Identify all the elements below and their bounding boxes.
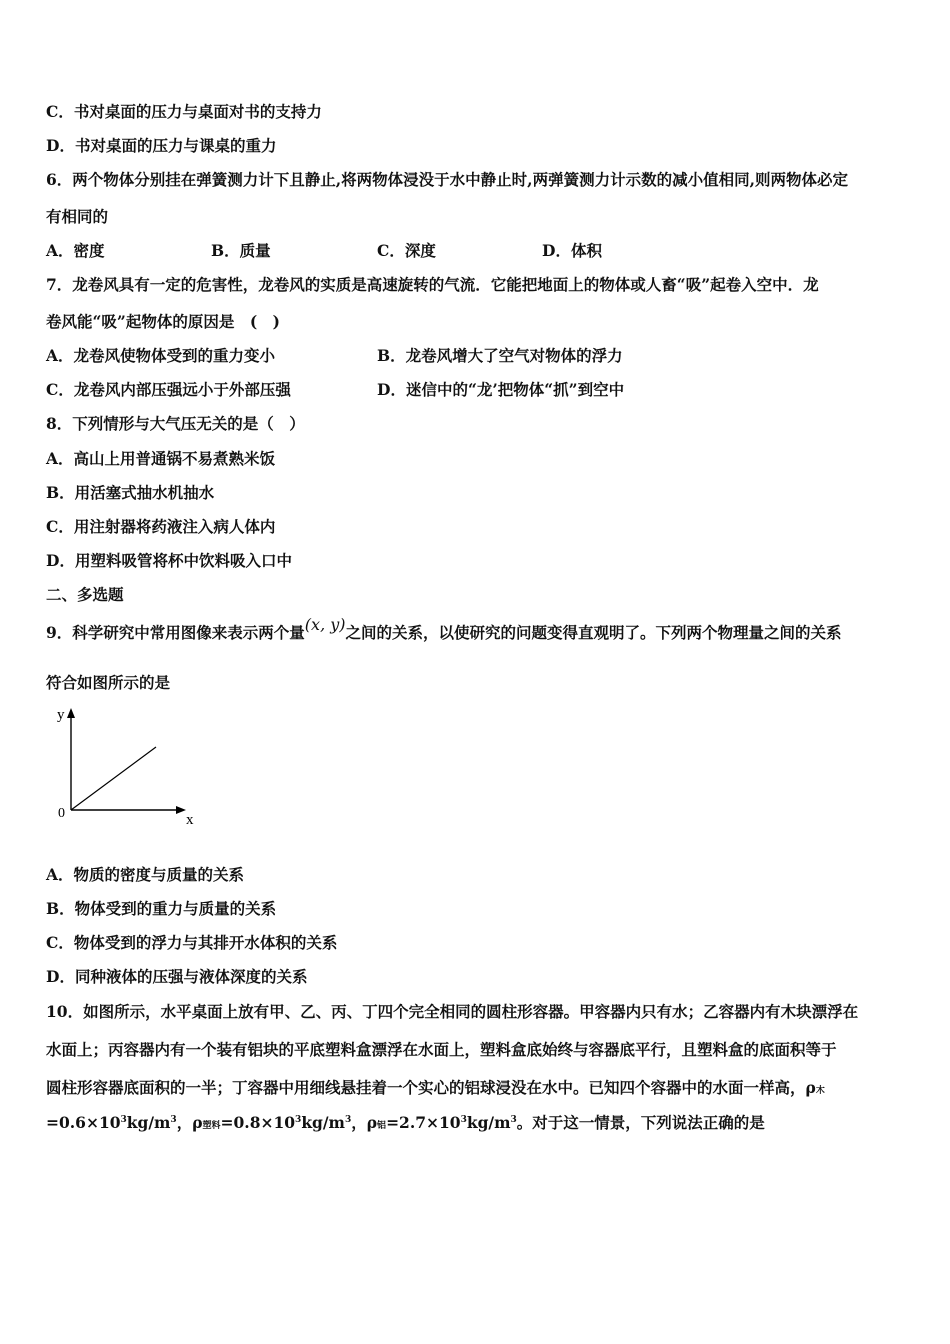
plastic-density-value: =0.8×10 [220,1113,296,1132]
q7-option-b: B．龙卷风增大了空气对物体的浮力 [377,346,623,365]
q9-option-b: B．物体受到的重力与质量的关系 [46,899,277,918]
exp-3: 3 [510,1114,517,1125]
x-axis-label: x [186,812,194,828]
q9-option-d: D．同种液体的压强与液体深度的关系 [46,967,308,986]
wood-subscript: 木 [815,1086,825,1096]
y-axis-arrow-icon [67,708,75,718]
q9-graph [46,700,206,832]
q10-stem-line-2: 水面上；丙容器内有一个装有铝块的平底塑料盒漂浮在水面上，塑料盒底始终与容器底平行，且塑料盒的底面积等于 [46,1040,837,1059]
plastic-subscript: 塑料 [202,1121,221,1131]
x-axis-arrow-icon [176,806,186,814]
q9-option-c: C．物体受到的浮力与其排开水体积的关系 [46,933,338,952]
proportional-line [71,747,156,810]
q10-stem-line-3-text: 圆柱形容器底面积的一半；丁容器中用细线悬挂着一个实心的铝球浸没在水中。已知四个容器中的水面一样高， [46,1078,806,1097]
exp-3: 3 [170,1114,177,1125]
q7-option-d: D．迷信中的“龙’把物体“抓”到空中 [377,380,625,399]
rho-symbol: ρ [366,1113,378,1132]
q9-option-a: A．物质的密度与质量的关系 [46,865,245,884]
rho-symbol: ρ [805,1078,816,1097]
unit: kg/m [301,1113,345,1132]
wood-density-value: =0.6×10 [46,1113,121,1132]
q10-stem-line-1: 10．如图所示，水平桌面上放有甲、乙、丙、丁四个完全相同的圆柱形容器。甲容器内只有水；乙容器内有木块漂浮在 [46,1002,859,1021]
q7-stem-line-1: 7．龙卷风具有一定的危害性，龙卷风的实质是高速旋转的气流．它能把地面上的物体或人畜“吸”起卷入空中．龙 [46,275,819,294]
unit: kg/m [466,1113,511,1132]
unit: kg/m [126,1113,171,1132]
q7-stem-line-2: 卷风能“吸”起物体的原因是 ( ) [46,312,280,331]
rho-symbol: ρ [192,1113,203,1132]
separator: ， [351,1113,367,1132]
q10-tail: 。对于这一情景，下列说法正确的是 [516,1113,765,1132]
q7-option-a: A．龙卷风使物体受到的重力变小 [46,346,276,365]
q6-option-b: B．质量 [211,241,271,260]
exp-3: 3 [344,1114,352,1125]
q6-option-c: C．深度 [377,241,436,260]
q5-option-d: D．书对桌面的压力与课桌的重力 [46,136,277,155]
q9-xy-formula: (x, y) [304,615,346,634]
aluminum-density-value: =2.7×10 [386,1113,461,1132]
exp-3: 3 [460,1114,467,1125]
q10-stem-line-4 [46,1113,765,1136]
exp-3: 3 [295,1114,302,1125]
q9-stem-pre: 9．科学研究中常用图像来表示两个量 [46,623,305,642]
q6-option-a: A．密度 [46,241,105,260]
q9-stem-line-2: 符合如图所示的是 [46,673,171,692]
q7-option-c: C．龙卷风内部压强远小于外部压强 [46,380,291,399]
q5-option-c: C．书对桌面的压力与桌面对书的支持力 [46,102,322,121]
aluminum-subscript: 铝 [377,1121,387,1131]
q9-stem-post: 之间的关系，以使研究的问题变得直观明了。下列两个物理量之间的关系 [345,623,842,642]
q9-stem-line-1 [46,615,842,643]
q8-option-b: B．用活塞式抽水机抽水 [46,483,215,502]
q8-option-a: A．高山上用普通锅不易煮熟米饭 [46,449,276,468]
q10-stem-line-3 [46,1078,825,1101]
origin-label: 0 [58,806,65,821]
q6-stem-line-1: 6．两个物体分别挂在弹簧测力计下且静止,将两物体浸没于水中静止时,两弹簧测力计示数的减小值相同,则两物体必定 [46,170,848,189]
q8-option-c: C．用注射器将药液注入病人体内 [46,517,276,536]
exp-3: 3 [120,1114,127,1125]
y-axis-label: y [57,707,65,723]
q6-option-d: D．体积 [542,241,602,260]
q8-stem: 8．下列情形与大气压无关的是（ ） [46,414,305,433]
separator: ， [176,1113,193,1132]
section-heading-multiple-choice: 二、多选题 [46,585,124,604]
q6-stem-line-2: 有相同的 [46,207,109,226]
q8-option-d: D．用塑料吸管将杯中饮料吸入口中 [46,551,292,570]
